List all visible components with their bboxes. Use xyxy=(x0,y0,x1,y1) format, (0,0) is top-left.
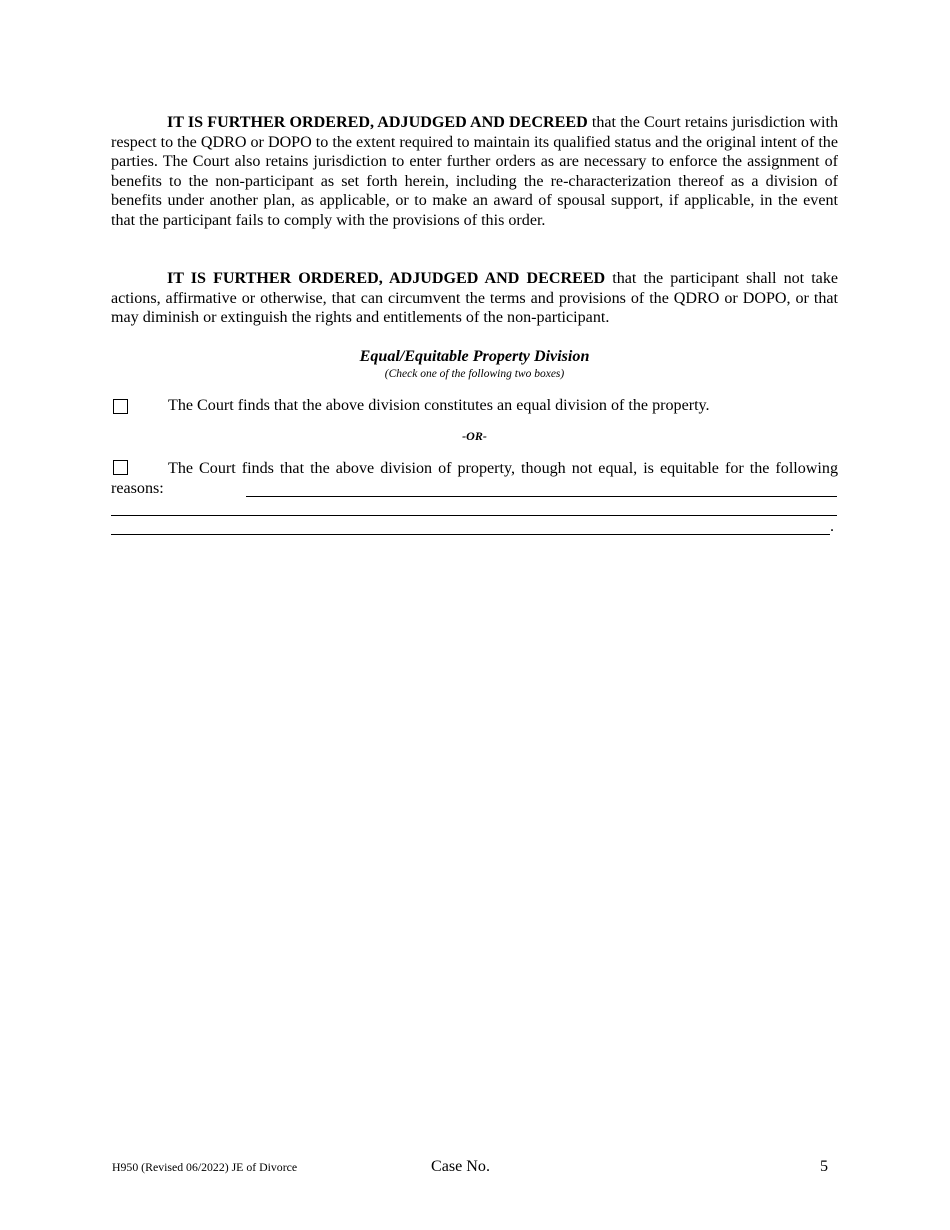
ordered-lead-text: IT IS FURTHER ORDERED, ADJUDGED AND DECREED xyxy=(167,270,606,287)
participant-restriction-paragraph xyxy=(111,269,838,328)
paragraph-body: that the Court retains jurisdiction with respect to the QDRO or DOPO to the extent required to maintain its qualified status and the original intent of the parties. The Court also retains jurisdiction to enter further orders as are necessary to enforce the assignment of benefits to the non-participant as set forth herein, including the re-characterization thereof as a division of benefits under another plan, as applicable, or to make an award of spousal support, if applicable, in the event that the participant fails to comply with the provisions of this order. xyxy=(111,114,838,229)
page-number: 5 xyxy=(820,1158,829,1175)
equitable-division-text: The Court finds that the above division of property, though not equal, is equitable for the following reasons: xyxy=(111,460,838,497)
reasons-line-3[interactable] xyxy=(111,534,830,535)
equitable-division-label xyxy=(111,459,838,498)
reasons-period: . xyxy=(830,518,835,535)
case-number-label: Case No. xyxy=(431,1158,490,1175)
section-instruction: (Check one of the following two boxes) xyxy=(384,368,565,380)
retained-jurisdiction-paragraph xyxy=(111,113,838,231)
form-identifier: H950 (Revised 06/2022) JE of Divorce xyxy=(112,1160,298,1174)
equal-division-label: The Court finds that the above division constitutes an equal division of the property. xyxy=(168,397,710,414)
section-title: Equal/Equitable Property Division xyxy=(359,348,590,365)
reasons-line-1[interactable] xyxy=(246,496,837,497)
ordered-lead-text: IT IS FURTHER ORDERED, ADJUDGED AND DECREED xyxy=(167,114,588,131)
reasons-line-2[interactable] xyxy=(111,515,837,516)
equal-division-checkbox[interactable] xyxy=(113,399,128,414)
or-separator: -OR- xyxy=(462,429,487,443)
paragraph-body: that the participant shall not take actions, affirmative or otherwise, that can circumvent the terms and provisions of the QDRO or DOPO, or that may diminish or extinguish the rights and entitlements of the non-participant. xyxy=(111,270,839,327)
